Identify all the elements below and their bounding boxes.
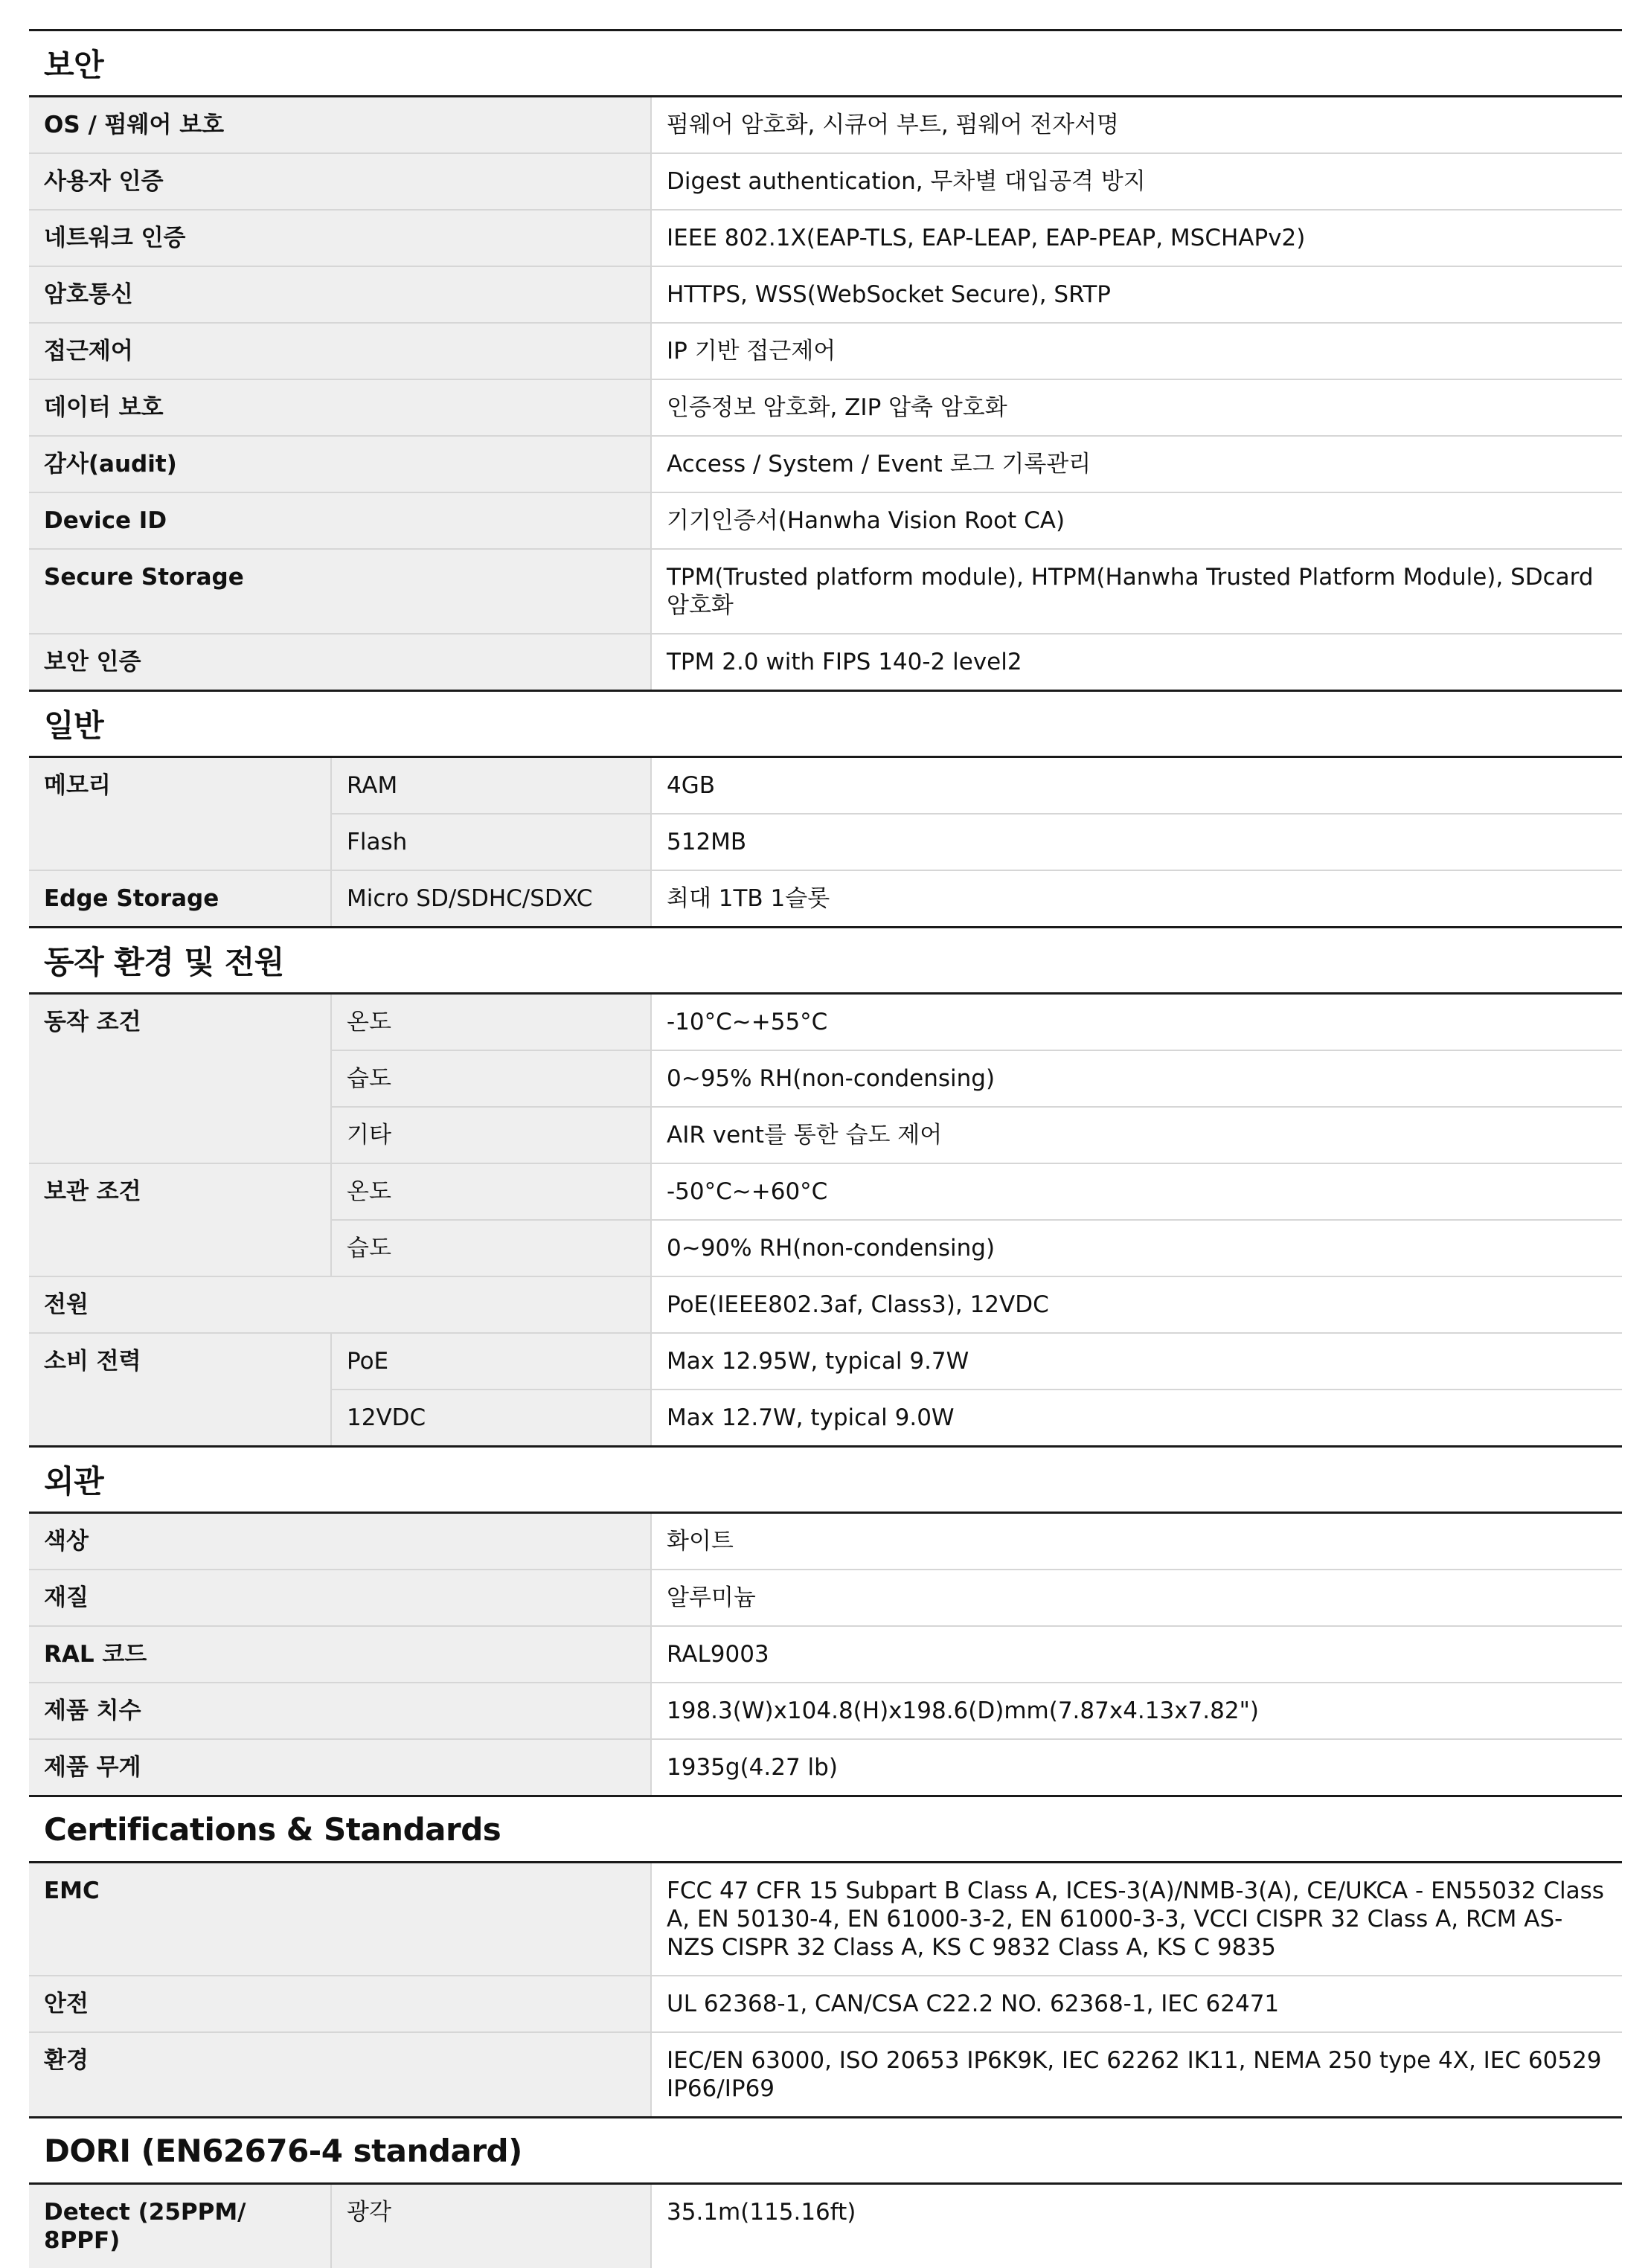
row-group-consumption (29, 1334, 1622, 1445)
table-row (29, 1570, 1622, 1627)
row-label: OS / 펌웨어 보호 (29, 97, 650, 152)
row-value: IEEE 802.1X(EAP-TLS, EAP-LEAP, EAP-PEAP, MSCHAPv2) (650, 211, 1622, 266)
row-label: 동작 조건 (29, 995, 330, 1163)
row-sublabel: RAM (330, 758, 650, 813)
row-value: 1935g(4.27 lb) (650, 1740, 1622, 1795)
row-label: 재질 (29, 1570, 650, 1625)
row-label: 접근제어 (29, 324, 650, 379)
appearance-table (29, 1512, 1622, 1795)
row-sublabel: 습도 (330, 1221, 650, 1276)
row-value: HTTPS, WSS(WebSocket Secure), SRTP (650, 267, 1622, 322)
table-row (330, 758, 1622, 815)
general-table (29, 756, 1622, 926)
table-row (29, 1976, 1622, 2033)
row-label: 사용자 인증 (29, 154, 650, 209)
row-value: Max 12.95W, typical 9.7W (650, 1334, 1622, 1389)
row-value: TPM 2.0 with FIPS 140-2 level2 (650, 635, 1622, 690)
table-row (29, 1627, 1622, 1683)
row-value: 인증정보 암호화, ZIP 압축 암호화 (650, 380, 1622, 435)
row-label: 메모리 (29, 758, 330, 870)
table-row (29, 2033, 1622, 2116)
table-row (330, 1108, 1622, 1163)
row-label: 네트워크 인증 (29, 211, 650, 266)
table-row (29, 1514, 1622, 1570)
spec-sheet (29, 29, 1622, 2268)
row-label: 보안 인증 (29, 635, 650, 690)
table-row (29, 97, 1622, 154)
table-row (29, 1863, 1622, 1976)
row-label: Device ID (29, 493, 650, 548)
row-sublabel: 습도 (330, 1051, 650, 1106)
table-row (330, 1051, 1622, 1108)
row-value: 기기인증서(Hanwha Vision Root CA) (650, 493, 1622, 548)
row-value: AIR vent를 통한 습도 제어 (650, 1108, 1622, 1163)
row-label: 전원 (29, 1277, 650, 1332)
table-row (29, 1740, 1622, 1795)
section-title-environment: 동작 환경 및 전원 (29, 926, 1622, 992)
row-value: PoE(IEEE802.3af, Class3), 12VDC (650, 1277, 1622, 1332)
certifications-table (29, 1861, 1622, 2116)
table-row (330, 1390, 1622, 1445)
row-value: 알루미늄 (650, 1570, 1622, 1625)
row-value: Digest authentication, 무차별 대입공격 방지 (650, 154, 1622, 209)
row-value: 198.3(W)x104.8(H)x198.6(D)mm(7.87x4.13x7.82") (650, 1683, 1622, 1738)
row-label: Detect (25PPM/ 8PPF) (29, 2185, 330, 2268)
row-value: Access / System / Event 로그 기록관리 (650, 437, 1622, 492)
environment-table (29, 992, 1622, 1445)
row-value: IP 기반 접근제어 (650, 324, 1622, 379)
section-title-appearance: 외관 (29, 1445, 1622, 1512)
table-row (330, 1334, 1622, 1390)
row-label: 보관 조건 (29, 1164, 330, 1276)
row-value: -10°C~+55°C (650, 995, 1622, 1050)
row-label: 암호통신 (29, 267, 650, 322)
table-row (29, 211, 1622, 267)
row-label: 제품 무게 (29, 1740, 650, 1795)
table-row (29, 154, 1622, 211)
row-label: 데이터 보호 (29, 380, 650, 435)
row-value: 0~95% RH(non-condensing) (650, 1051, 1622, 1106)
row-label: 제품 치수 (29, 1683, 650, 1738)
table-row (330, 1164, 1622, 1221)
section-title-certifications: Certifications & Standards (29, 1795, 1622, 1861)
table-row (330, 1221, 1622, 1276)
row-value: 0~90% RH(non-condensing) (650, 1221, 1622, 1276)
dori-table (29, 2182, 1622, 2268)
row-sublabel: 온도 (330, 995, 650, 1050)
row-value: FCC 47 CFR 15 Subpart B Class A, ICES-3(A)/NMB-3(A), CE/UKCA - EN55032 Class A, EN 50130-4, EN 61000-3-2, EN 61000-3-3, VCCI CISPR 32 Class A, RCM AS-NZS CISPR 32 Class A, KS C 9832 Class A, KS C 9835 (650, 1863, 1622, 1975)
table-row (29, 437, 1622, 493)
row-label: Edge Storage (29, 871, 330, 926)
row-sublabel: 온도 (330, 1164, 650, 1219)
row-label: Secure Storage (29, 550, 650, 633)
row-sublabel: 광각 (330, 2185, 650, 2268)
table-row (330, 815, 1622, 870)
table-row (29, 380, 1622, 437)
row-label: 감사(audit) (29, 437, 650, 492)
section-title-general: 일반 (29, 690, 1622, 756)
row-value: TPM(Trusted platform module), HTPM(Hanwha Trusted Platform Module), SDcard 암호화 (650, 550, 1622, 633)
row-value: 35.1m(115.16ft) (650, 2185, 1622, 2268)
row-group-memory (29, 758, 1622, 871)
table-row (29, 267, 1622, 324)
table-row (29, 871, 1622, 926)
row-value: RAL9003 (650, 1627, 1622, 1682)
table-row (29, 2185, 1622, 2268)
row-sublabel: 기타 (330, 1108, 650, 1163)
row-sublabel: Micro SD/SDHC/SDXC (330, 871, 650, 926)
row-value: UL 62368-1, CAN/CSA C22.2 NO. 62368-1, IEC 62471 (650, 1976, 1622, 2031)
section-title-dori: DORI (EN62676-4 standard) (29, 2116, 1622, 2182)
row-value: 4GB (650, 758, 1622, 813)
row-sublabel: Flash (330, 815, 650, 870)
row-value: IEC/EN 63000, ISO 20653 IP6K9K, IEC 62262 IK11, NEMA 250 type 4X, IEC 60529 IP66/IP69 (650, 2033, 1622, 2116)
table-row (29, 324, 1622, 380)
row-value: 512MB (650, 815, 1622, 870)
table-row (29, 493, 1622, 550)
row-sublabel: 12VDC (330, 1390, 650, 1445)
row-label: RAL 코드 (29, 1627, 650, 1682)
row-label: EMC (29, 1863, 650, 1975)
table-row (29, 550, 1622, 635)
row-label: 소비 전력 (29, 1334, 330, 1445)
row-value: 화이트 (650, 1514, 1622, 1569)
table-row (29, 1277, 1622, 1334)
row-label: 환경 (29, 2033, 650, 2116)
table-row (29, 1683, 1622, 1740)
row-group-operating (29, 995, 1622, 1164)
section-title-security: 보안 (29, 29, 1622, 95)
security-table (29, 95, 1622, 690)
row-value: 펌웨어 암호화, 시큐어 부트, 펌웨어 전자서명 (650, 97, 1622, 152)
table-row (330, 995, 1622, 1051)
row-value: 최대 1TB 1슬롯 (650, 871, 1622, 926)
row-label: 안전 (29, 1976, 650, 2031)
table-row (29, 635, 1622, 690)
row-sublabel: PoE (330, 1334, 650, 1389)
row-value: Max 12.7W, typical 9.0W (650, 1390, 1622, 1445)
row-label: 색상 (29, 1514, 650, 1569)
row-value: -50°C~+60°C (650, 1164, 1622, 1219)
row-group-storage (29, 1164, 1622, 1277)
